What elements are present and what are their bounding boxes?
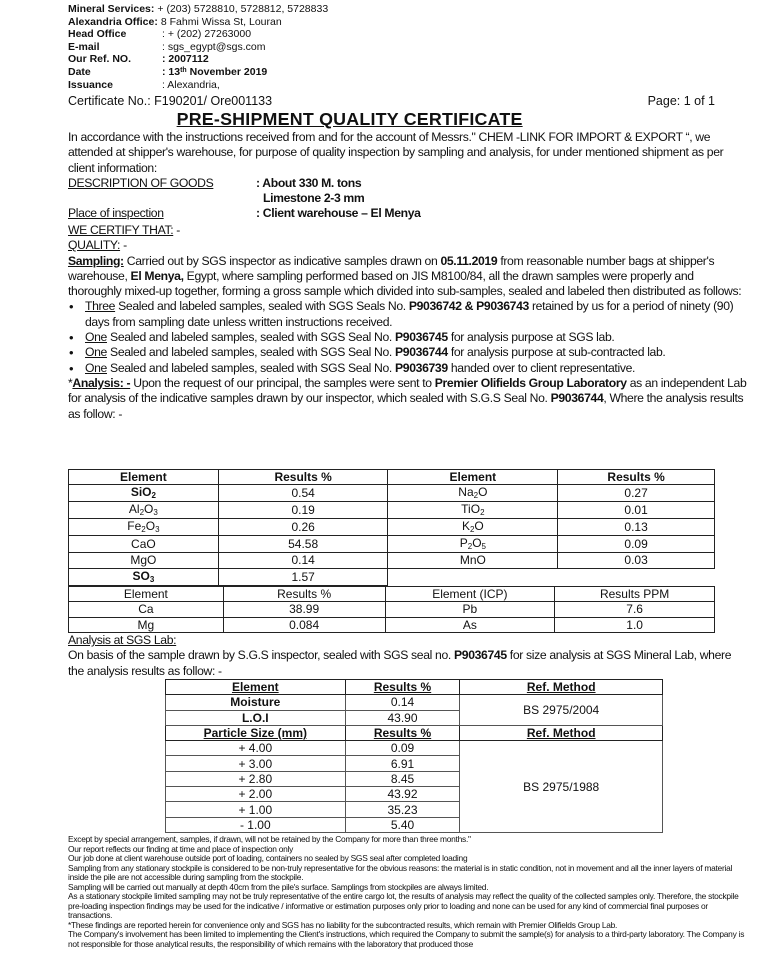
- size-cell: + 3.00: [166, 756, 346, 771]
- column-header: Results %: [345, 680, 460, 695]
- element-cell: [69, 519, 219, 536]
- table-row: [69, 502, 715, 519]
- element-cell: Pb: [385, 602, 555, 617]
- analysis-paragraph: [68, 376, 748, 422]
- page-title: PRE-SHIPMENT QUALITY CERTIFICATE: [176, 109, 523, 129]
- sampling-place: El Menya,: [130, 268, 184, 283]
- table-row: [69, 602, 715, 617]
- oxide-results-table: [68, 469, 715, 586]
- certificate-number: [68, 94, 272, 108]
- size-cell: - 1.00: [166, 817, 346, 832]
- bullet-qty: Three: [85, 299, 116, 314]
- we-certify-label: WE CERTIFY THAT:: [68, 223, 174, 237]
- mineral-services-value: + (203) 5728810, 5728812, 5728833: [157, 3, 329, 15]
- bullet-qty: One: [85, 345, 107, 360]
- element-symbol: SO: [132, 568, 150, 583]
- table-row: [69, 553, 715, 568]
- element-cell: [388, 485, 558, 502]
- intro-paragraph: In accordance with the instructions received from and for the account of Messrs." CHEM -LINK FOR IMPORT & EXPORT “, we attended at shipper's warehouse, for purpose of quality inspection by sampling and analysis, for under mentioned shipment as per client information:: [68, 130, 724, 175]
- table-header-row: [166, 680, 663, 695]
- bullet-seal: P9036742 & P9036743: [408, 299, 529, 314]
- result-cell: 1.0: [555, 617, 715, 632]
- quality-heading: [68, 238, 748, 253]
- alexandria-office-label: Alexandria Office:: [68, 15, 158, 28]
- table-header-row: [166, 725, 663, 740]
- analysis-text-2: as an independent Lab for analysis of the indicative samples drawn by our inspector, which sealed with S.G.S Seal No.: [68, 375, 747, 406]
- ref-method-cell: BS 2975/2004: [460, 695, 663, 726]
- size-cell: + 2.80: [166, 771, 346, 786]
- element-cell: Mg: [69, 617, 224, 632]
- spacer: [68, 191, 256, 206]
- column-header: Results %: [223, 587, 385, 602]
- element-subscript: 3: [149, 574, 155, 584]
- result-cell: 35.23: [345, 802, 460, 817]
- list-item: [68, 345, 748, 360]
- sgs-lab-seal: P9036745: [453, 648, 507, 663]
- element-cell: [388, 519, 558, 536]
- result-cell: 0.14: [218, 553, 388, 568]
- date-suffix-sup: th: [180, 66, 187, 74]
- alexandria-office-row: [68, 16, 328, 29]
- certificate-label: Certificate No.:: [68, 94, 151, 108]
- disclaimer-line: Our job done at client warehouse outside port of loading, containers no sealed by SGS seal after completed loading: [68, 853, 468, 863]
- element-cell: Moisture: [166, 695, 346, 710]
- email-label: E-mail: [68, 40, 100, 53]
- element-subscript: 2: [480, 508, 485, 518]
- table-row: [166, 741, 663, 756]
- date-month-year: November 2019: [186, 65, 268, 78]
- analysis-star: *: [68, 375, 73, 390]
- date-row: [68, 66, 328, 79]
- bullet-text: Sealed and labeled samples, sealed with SGS Seal No.: [107, 360, 396, 375]
- result-cell: 0.14: [345, 695, 460, 710]
- table-row: [166, 695, 663, 710]
- result-cell: 0.26: [218, 519, 388, 536]
- disclaimer-line: Sampling will be carried out manually at depth 40cm from the pile's surface. Samplings from stockpiles are always limited.: [68, 881, 489, 892]
- result-cell: 5.40: [345, 817, 460, 832]
- sgs-lab-text-2: for size analysis at SGS Mineral Lab, where the analysis results as follow: -: [68, 648, 732, 678]
- element-symbol: O: [472, 536, 482, 551]
- result-cell: 54.58: [218, 536, 388, 553]
- result-cell: 0.09: [345, 741, 460, 756]
- size-cell: + 2.00: [166, 787, 346, 802]
- list-item: [68, 361, 748, 376]
- ref-label: Our Ref. NO.: [68, 53, 132, 66]
- we-certify-suffix: -: [173, 223, 180, 237]
- result-cell: 0.13: [558, 519, 715, 536]
- list-item: [68, 299, 748, 330]
- element-symbol: P: [459, 536, 468, 551]
- table-row: [69, 519, 715, 536]
- element-cell: MnO: [388, 553, 558, 568]
- table-row: [69, 485, 715, 502]
- column-header: Results %: [345, 725, 460, 740]
- issuance-row: [68, 79, 328, 92]
- result-cell: 0.084: [223, 617, 385, 632]
- element-subscript: 2: [467, 542, 473, 552]
- intro-section: [68, 130, 748, 222]
- result-cell: 1.57: [218, 568, 388, 585]
- column-header: Ref. Method: [460, 680, 663, 695]
- result-cell: 0.01: [558, 502, 715, 519]
- element-symbol: O: [144, 502, 154, 517]
- column-header: Results PPM: [555, 587, 715, 602]
- element-symbol: Fe: [127, 519, 142, 534]
- certificate-value: F190201/ Ore001133: [150, 94, 273, 108]
- disclaimer-line: The Company's involvement has been limited to implementing the Client's instructions, which required the Company to submit the sample(s) for analysis to a third-party laboratory. The Company is not responsible for those analytical results, the responsibility of which remains with the laboratory that produced those: [68, 929, 745, 949]
- bullet-text: Sealed and labeled samples, sealed with SGS Seal No.: [107, 330, 396, 345]
- description-of-goods: [68, 176, 748, 222]
- date-day: : 13: [162, 65, 181, 78]
- element-symbol: O: [478, 485, 488, 500]
- column-header: Element: [388, 470, 558, 485]
- issuance-value: : Alexandria,: [162, 78, 220, 91]
- element-cell: L.O.I: [166, 710, 346, 725]
- column-header: Particle Size (mm): [166, 725, 346, 740]
- element-subscript: 5: [481, 542, 486, 552]
- table-row: [69, 568, 715, 585]
- result-cell: 7.6: [555, 602, 715, 617]
- element-symbol: Al: [128, 502, 140, 517]
- element-symbol: O: [474, 519, 484, 534]
- empty-cell: [558, 568, 715, 585]
- element-cell: [69, 502, 219, 519]
- certificate-row: [68, 94, 715, 108]
- mineral-services-row: [68, 3, 328, 16]
- analysis-label: Analysis: -: [72, 375, 131, 390]
- date-value: [162, 66, 267, 79]
- email-row: [68, 41, 328, 54]
- disclaimer-line: Except by special arrangement, samples, if drawn, will not be retained by the Company for more than three months.": [68, 834, 471, 844]
- element-subscript: 2: [473, 491, 479, 501]
- sgs-lab-text-1: On basis of the sample drawn by S.G.S inspector, sealed with SGS seal no.: [68, 648, 454, 663]
- page-indicator: Page: 1 of 1: [647, 94, 715, 108]
- element-subscript: 2: [469, 525, 475, 535]
- analysis-lab-name: Premier Olifields Group Laboratory: [434, 375, 627, 390]
- bullet-text: Sealed and labeled samples, sealed with SGS Seals No.: [115, 299, 409, 314]
- email-value[interactable]: : sgs_egypt@sgs.com: [162, 40, 266, 53]
- sampling-text-1: Carried out by SGS inspector as indicative samples drawn on: [123, 253, 441, 268]
- disclaimer-line: Our report reflects our finding at time and place of inspection only: [68, 843, 294, 854]
- certify-section: [68, 223, 748, 422]
- description-material: Limestone 2-3 mm: [263, 191, 365, 206]
- place-of-inspection-value: : Client warehouse – El Menya: [256, 206, 421, 221]
- bullet-qty: One: [85, 360, 107, 375]
- analysis-text-3: , Where the analysis results as follow: -: [68, 391, 744, 421]
- element-cell: MgO: [69, 553, 219, 568]
- analysis-seal: P9036744: [550, 391, 604, 406]
- disclaimer-line: *These findings are reported herein for convenience only and SGS has no liability for the subcontracted results, which remain with Premier Olifields Group Lab.: [68, 919, 618, 930]
- bullet-seal: P9036744: [395, 345, 448, 360]
- element-cell: CaO: [69, 536, 219, 553]
- bullet-text: Sealed and labeled samples, sealed with SGS Seal No.: [107, 345, 396, 360]
- table-row: [69, 536, 715, 553]
- sgs-lab-section: [68, 633, 748, 679]
- sgs-lab-paragraph: [68, 648, 748, 679]
- letterhead: [68, 3, 328, 91]
- sampling-label: Sampling:: [68, 253, 124, 268]
- result-cell: 43.92: [345, 787, 460, 802]
- result-cell: 43.90: [345, 710, 460, 725]
- bullet-text: for analysis purpose at SGS lab.: [447, 330, 615, 345]
- head-office-label: Head Office: [68, 28, 127, 41]
- issuance-label: Issuance: [68, 78, 113, 91]
- element-cell: [388, 502, 558, 519]
- sampling-text-3: Egypt, where sampling performed based on JIS M8100/84, all the drawn samples were properly and thoroughly mixed-up together, forming a gross sample which divided into sub-samples, sealed and labeled then distributed as follows:: [68, 268, 742, 299]
- sampling-paragraph: [68, 254, 748, 300]
- we-certify-heading: [68, 223, 748, 238]
- column-header: Element: [166, 680, 346, 695]
- size-cell: + 1.00: [166, 802, 346, 817]
- column-header: Ref. Method: [460, 725, 663, 740]
- bullet-text: retained by us for a period of ninety (90) days from sampling date unless written instructions received.: [85, 299, 734, 329]
- description-label: DESCRIPTION OF GOODS: [68, 175, 214, 190]
- column-header: Element: [69, 470, 219, 485]
- ref-value: : 2007112: [162, 53, 209, 66]
- ref-method-cell: BS 2975/1988: [460, 741, 663, 833]
- empty-cell: [388, 568, 558, 585]
- element-cell: Ca: [69, 602, 224, 617]
- result-cell: 0.03: [558, 553, 715, 568]
- disclaimer-section: [68, 835, 748, 949]
- alexandria-office-value: 8 Fahmi Wissa St, Louran: [160, 15, 282, 28]
- sampling-text-2: from reasonable number bags at shipper's warehouse,: [68, 253, 715, 283]
- result-cell: 8.45: [345, 771, 460, 786]
- element-subscript: 2: [151, 491, 156, 501]
- element-cell: [69, 485, 219, 502]
- result-cell: 0.09: [558, 536, 715, 553]
- column-header: Results %: [558, 470, 715, 485]
- element-symbol: Na: [458, 485, 474, 500]
- result-cell: 0.27: [558, 485, 715, 502]
- quality-label: QUALITY:: [68, 238, 121, 253]
- icp-results-table: [68, 586, 715, 633]
- ref-row: [68, 53, 328, 66]
- sampling-date: 05.11.2019: [440, 253, 498, 268]
- element-cell: [388, 536, 558, 553]
- table-header-row: [69, 470, 715, 485]
- description-quantity: : About 330 M. tons: [256, 175, 362, 190]
- result-cell: 38.99: [223, 602, 385, 617]
- analysis-text-1: Upon the request of our principal, the samples were sent to: [130, 375, 435, 390]
- result-cell: 0.54: [218, 485, 388, 502]
- bullet-seal: P9036739: [395, 360, 448, 375]
- bullet-text: for analysis purpose at sub-contracted lab.: [447, 345, 666, 360]
- element-subscript: 3: [155, 525, 160, 535]
- table-row: [69, 617, 715, 632]
- bullet-qty: One: [85, 330, 107, 345]
- element-cell: As: [385, 617, 555, 632]
- size-cell: + 4.00: [166, 741, 346, 756]
- head-office-value: : + (202) 27263000: [162, 28, 252, 41]
- bullet-seal: P9036745: [395, 330, 448, 345]
- table-header-row: [69, 587, 715, 602]
- quality-suffix: -: [120, 238, 127, 253]
- sample-distribution-list: [68, 299, 748, 375]
- column-header: Element: [69, 587, 224, 602]
- size-analysis-table: [165, 679, 663, 833]
- column-header: Element (ICP): [385, 587, 555, 602]
- element-subscript: 2: [141, 525, 146, 535]
- date-label: Date: [68, 65, 91, 78]
- disclaimer-line: As a stationary stockpile limited sampling may not be truly representative of the entire cargo lot, the results of analysis may reflect the quality of the collected samples only. Therefore, the stockpile pre-loading inspection findings may be used for the indicative / informative or estimation purposes only prior to loading and none can be used for any kind of commercial final purposes or transactions.: [68, 891, 739, 920]
- result-cell: 0.19: [218, 502, 388, 519]
- column-header: Results %: [218, 470, 388, 485]
- sgs-lab-heading: Analysis at SGS Lab:: [68, 633, 177, 647]
- element-symbol: SiO: [130, 485, 152, 500]
- mineral-services-label: Mineral Services:: [68, 3, 155, 15]
- list-item: [68, 330, 748, 345]
- element-subscript: 3: [153, 508, 158, 518]
- result-cell: 6.91: [345, 756, 460, 771]
- element-symbol: TiO: [461, 502, 481, 517]
- place-of-inspection-label: Place of inspection: [68, 206, 164, 221]
- element-cell: [69, 568, 219, 585]
- bullet-text: handed over to client representative.: [447, 360, 636, 375]
- element-subscript: 2: [139, 508, 145, 518]
- head-office-row: [68, 28, 328, 41]
- element-symbol: K: [461, 519, 470, 534]
- disclaimer-line: Sampling from any stationary stockpile is considered to be non-truly representative for the obvious reasons: the material is in static condition, not in movement and all the inner layers of material inside the pile are not accessible during sampling from the stockpile.: [68, 862, 733, 882]
- element-symbol: O: [145, 519, 156, 534]
